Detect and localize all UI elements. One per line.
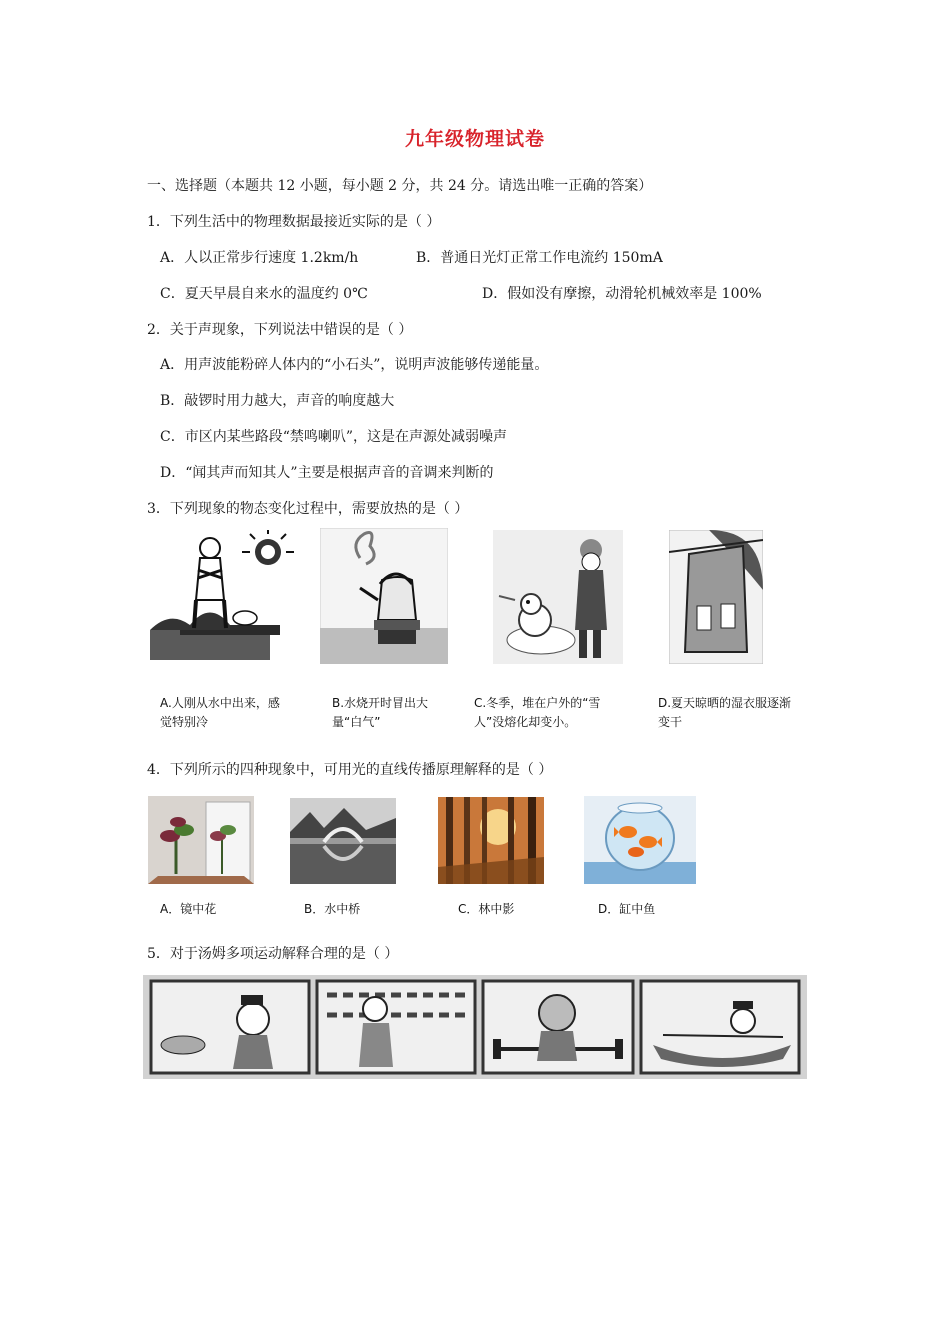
question-2-option-d: D．“闻其声而知其人”主要是根据声音的音调来判断的 bbox=[160, 465, 494, 481]
question-2-option-a: A．用声波能粉碎人体内的“小石头”，说明声波能够传递能量。 bbox=[160, 357, 549, 373]
figure-4c-caption: C．林中影 bbox=[458, 902, 515, 916]
figure-3a-caption: A.人刚从水中出来，感觉特别冷 bbox=[160, 696, 280, 729]
question-4-stem: 4．下列所示的四种现象中，可用光的直线传播原理解释的是（ ） bbox=[147, 762, 553, 778]
question-3-stem: 3．下列现象的物态变化过程中，需要放热的是（ ） bbox=[147, 501, 469, 517]
page-title: 九年级物理试卷 bbox=[404, 128, 545, 150]
figure-4b-caption: B．水中桥 bbox=[304, 902, 361, 916]
figure-4d-fishbowl bbox=[584, 796, 696, 884]
figure-3b-kettle bbox=[320, 528, 448, 664]
question-1-option-c: C．夏天早晨自来水的温度约 0℃ bbox=[160, 286, 368, 302]
question-1-option-d: D．假如没有摩擦，动滑轮机械效率是 100% bbox=[482, 286, 762, 302]
figure-5-tom-activities bbox=[143, 975, 807, 1079]
question-1-stem: 1．下列生活中的物理数据最接近实际的是（ ） bbox=[147, 214, 441, 230]
figure-3d-caption: D.夏天晾晒的湿衣服逐渐变干 bbox=[658, 696, 792, 729]
section-heading: 一、选择题（本题共 12 小题，每小题 2 分，共 24 分。请选出唯一正确的答案） bbox=[147, 178, 653, 194]
figure-3a-swimmer bbox=[150, 530, 298, 666]
figure-3c-snowman bbox=[493, 530, 623, 664]
figure-4a-mirror-flower bbox=[148, 796, 254, 884]
question-5-stem: 5．对于汤姆多项运动解释合理的是（ ） bbox=[147, 946, 399, 962]
question-2-option-b: B．敲锣时用力越大，声音的响度越大 bbox=[160, 393, 395, 409]
figure-4b-bridge-reflection bbox=[290, 798, 396, 884]
figure-3c-caption: C.冬季，堆在户外的“雪人”没熔化却变小。 bbox=[474, 696, 601, 729]
question-2-option-c: C．市区内某些路段“禁鸣喇叭”，这是在声源处减弱噪声 bbox=[160, 429, 508, 445]
figure-3d-laundry bbox=[669, 530, 763, 664]
figure-4a-caption: A．镜中花 bbox=[160, 902, 217, 916]
figure-4d-caption: D．缸中鱼 bbox=[598, 902, 656, 916]
question-1-option-b: B．普通日光灯正常工作电流约 150mA bbox=[416, 250, 663, 266]
figure-4c-forest-shadow bbox=[438, 797, 544, 884]
figure-3b-caption: B.水烧开时冒出大量“白气” bbox=[332, 696, 429, 729]
question-2-stem: 2．关于声现象，下列说法中错误的是（ ） bbox=[147, 322, 413, 338]
question-1-option-a: A．人以正常步行速度 1.2km/h bbox=[160, 250, 359, 266]
